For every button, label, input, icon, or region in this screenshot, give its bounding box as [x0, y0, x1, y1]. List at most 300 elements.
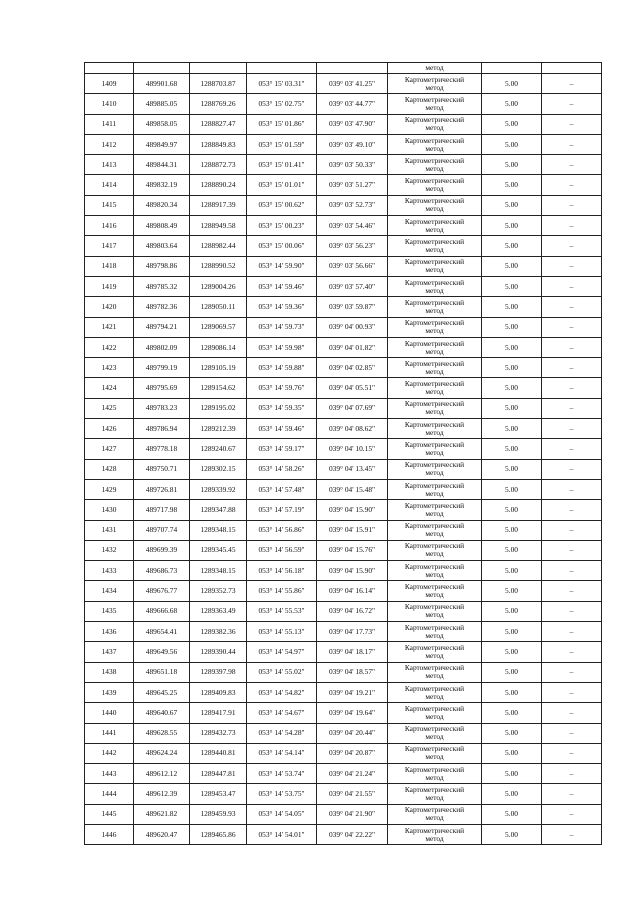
cell-y-coordinate: 1289382.36: [190, 622, 247, 642]
cell-y-coordinate: 1289348.15: [190, 520, 247, 540]
cell-method: [388, 540, 482, 560]
method-line-2: метод: [425, 691, 444, 701]
cell-x-coordinate: 489750.71: [134, 459, 190, 479]
method-line-1: Картометрический: [404, 257, 465, 267]
cell-x-coordinate: 489624.24: [134, 743, 190, 763]
cell-longitude: 039° 03' 50.33": [317, 155, 388, 175]
cell-y-coordinate: 1288949.58: [190, 216, 247, 236]
cell-description: –: [542, 743, 602, 763]
cell-latitude: 053° 15' 00.62": [247, 195, 317, 215]
method-line-1: Картометрический: [404, 460, 465, 470]
cell-method: [388, 561, 482, 581]
cell-description: –: [542, 723, 602, 743]
method-line-2: метод: [425, 387, 444, 397]
cell-y-coordinate: 1289352.73: [190, 581, 247, 601]
method-line-1: Картометрический: [404, 196, 465, 206]
cell-precision: 5.00: [482, 195, 542, 215]
cell-precision: 5.00: [482, 337, 542, 357]
cell-point-number: 1421: [85, 317, 134, 337]
method-line-2: метод: [425, 143, 444, 153]
cell-precision: 5.00: [482, 236, 542, 256]
method-line-2: метод: [425, 204, 444, 214]
cell-x-coordinate: 489849.97: [134, 134, 190, 154]
cell-y-coordinate: 1289212.39: [190, 419, 247, 439]
cell-description: –: [542, 662, 602, 682]
method-line-1: Картометрический: [404, 602, 465, 612]
table-row: [85, 764, 602, 784]
cell-precision: 5.00: [482, 703, 542, 723]
cell-latitude: 053° 14' 59.76": [247, 378, 317, 398]
cell-x-coordinate: 489901.68: [134, 74, 190, 94]
cell-method: [388, 114, 482, 134]
cell-precision: 5.00: [482, 398, 542, 418]
cell-method: [388, 520, 482, 540]
cell-longitude: 039° 04' 15.76": [317, 540, 388, 560]
cell-y-coordinate: 1288890.24: [190, 175, 247, 195]
cell-empty: [247, 63, 317, 74]
cell-longitude: 039° 03' 47.90": [317, 114, 388, 134]
cell-point-number: 1413: [85, 155, 134, 175]
method-line-2: метод: [425, 630, 444, 640]
cell-latitude: 053° 14' 56.18": [247, 561, 317, 581]
cell-x-coordinate: 489799.19: [134, 358, 190, 378]
cell-x-coordinate: 489885.05: [134, 94, 190, 114]
table-row: [85, 236, 602, 256]
method-line-1: Картометрический: [404, 764, 465, 774]
method-line-2: метод: [425, 224, 444, 234]
method-line-1: Картометрический: [404, 785, 465, 795]
table-row: [85, 581, 602, 601]
cell-method: [388, 317, 482, 337]
cell-y-coordinate: 1288849.83: [190, 134, 247, 154]
cell-y-coordinate: 1289339.92: [190, 479, 247, 499]
table-row-continued: [85, 63, 602, 74]
cell-description: –: [542, 297, 602, 317]
cell-description: –: [542, 622, 602, 642]
cell-point-number: 1433: [85, 561, 134, 581]
method-line-2: метод: [425, 711, 444, 721]
table-row: [85, 459, 602, 479]
table-row: [85, 500, 602, 520]
cell-latitude: 053° 15' 00.06": [247, 236, 317, 256]
cell-precision: 5.00: [482, 561, 542, 581]
cell-longitude: 039° 04' 02.85": [317, 358, 388, 378]
cell-precision: 5.00: [482, 175, 542, 195]
cell-description: –: [542, 540, 602, 560]
cell-point-number: 1445: [85, 804, 134, 824]
cell-precision: 5.00: [482, 601, 542, 621]
cell-precision: 5.00: [482, 804, 542, 824]
method-line-1: Картометрический: [404, 155, 465, 165]
table-row: [85, 276, 602, 296]
cell-empty: [85, 63, 134, 74]
cell-point-number: 1417: [85, 236, 134, 256]
cell-longitude: 039° 04' 18.57": [317, 662, 388, 682]
cell-description: –: [542, 216, 602, 236]
cell-method: [388, 134, 482, 154]
method-line-2: метод: [425, 793, 444, 803]
cell-y-coordinate: 1289440.81: [190, 743, 247, 763]
cell-latitude: 053° 14' 59.46": [247, 419, 317, 439]
method-line-1: Картометрический: [404, 642, 465, 652]
cell-x-coordinate: 489778.18: [134, 439, 190, 459]
table-row: [85, 479, 602, 499]
cell-longitude: 039° 04' 19.64": [317, 703, 388, 723]
cell-method: [388, 94, 482, 114]
cell-precision: 5.00: [482, 479, 542, 499]
cell-point-number: 1418: [85, 256, 134, 276]
method-line-1: Картометрический: [404, 176, 465, 186]
cell-x-coordinate: 489654.41: [134, 622, 190, 642]
cell-precision: 5.00: [482, 581, 542, 601]
cell-precision: 5.00: [482, 256, 542, 276]
cell-longitude: 039° 04' 07.69": [317, 398, 388, 418]
cell-description: –: [542, 398, 602, 418]
method-line-2: метод: [425, 326, 444, 336]
cell-method: [388, 419, 482, 439]
cell-y-coordinate: 1288872.73: [190, 155, 247, 175]
cell-description: –: [542, 134, 602, 154]
cell-description: –: [542, 824, 602, 844]
cell-latitude: 053° 14' 57.19": [247, 500, 317, 520]
cell-y-coordinate: 1288982.44: [190, 236, 247, 256]
cell-precision: 5.00: [482, 459, 542, 479]
method-line-1: Картометрический: [404, 541, 465, 551]
method-line-1: Картометрический: [404, 419, 465, 429]
cell-x-coordinate: 489858.05: [134, 114, 190, 134]
cell-x-coordinate: 489699.39: [134, 540, 190, 560]
cell-point-number: 1414: [85, 175, 134, 195]
method-line-1: Картометрический: [404, 500, 465, 510]
cell-x-coordinate: 489717.98: [134, 500, 190, 520]
table-row: [85, 134, 602, 154]
cell-precision: 5.00: [482, 419, 542, 439]
table-row: [85, 114, 602, 134]
cell-x-coordinate: 489786.94: [134, 419, 190, 439]
cell-y-coordinate: 1289345.45: [190, 540, 247, 560]
cell-x-coordinate: 489612.39: [134, 784, 190, 804]
cell-longitude: 039° 04' 21.90": [317, 804, 388, 824]
cell-latitude: 053° 14' 53.75": [247, 784, 317, 804]
method-line-2: метод: [425, 650, 444, 660]
table-row: [85, 743, 602, 763]
cell-precision: 5.00: [482, 216, 542, 236]
cell-x-coordinate: 489649.56: [134, 642, 190, 662]
cell-longitude: 039° 03' 57.40": [317, 276, 388, 296]
cell-point-number: 1424: [85, 378, 134, 398]
table-row: [85, 256, 602, 276]
cell-precision: 5.00: [482, 276, 542, 296]
cell-precision: 5.00: [482, 155, 542, 175]
table-row: [85, 358, 602, 378]
cell-precision: 5.00: [482, 114, 542, 134]
cell-longitude: 039° 03' 51.27": [317, 175, 388, 195]
method-line-1: Картометрический: [404, 521, 465, 531]
cell-precision: 5.00: [482, 824, 542, 844]
method-line-1: Картометрический: [404, 622, 465, 632]
cell-description: –: [542, 561, 602, 581]
cell-y-coordinate: 1289105.19: [190, 358, 247, 378]
cell-precision: 5.00: [482, 134, 542, 154]
table-row: [85, 337, 602, 357]
cell-latitude: 053° 14' 57.48": [247, 479, 317, 499]
method-line-1: Картометрический: [404, 703, 465, 713]
cell-method: [388, 723, 482, 743]
cell-y-coordinate: 1289417.91: [190, 703, 247, 723]
cell-description: –: [542, 276, 602, 296]
table-row: [85, 398, 602, 418]
table-row: [85, 520, 602, 540]
cell-method: [388, 358, 482, 378]
cell-method: [388, 195, 482, 215]
cell-description: –: [542, 317, 602, 337]
cell-point-number: 1425: [85, 398, 134, 418]
method-line-1: Картометрический: [404, 683, 465, 693]
cell-method: [388, 662, 482, 682]
cell-method: [388, 297, 482, 317]
cell-point-number: 1432: [85, 540, 134, 560]
cell-precision: 5.00: [482, 662, 542, 682]
cell-empty: [482, 63, 542, 74]
cell-x-coordinate: 489726.81: [134, 479, 190, 499]
method-line-2: метод: [425, 407, 444, 417]
cell-latitude: 053° 14' 56.59": [247, 540, 317, 560]
coordinates-table: [84, 62, 602, 845]
cell-latitude: 053° 14' 59.88": [247, 358, 317, 378]
cell-method: [388, 682, 482, 702]
cell-point-number: 1446: [85, 824, 134, 844]
method-line-1: Картометрический: [404, 379, 465, 389]
cell-point-number: 1429: [85, 479, 134, 499]
cell-point-number: 1441: [85, 723, 134, 743]
method-line-2: метод: [425, 82, 444, 92]
cell-latitude: 053° 14' 54.28": [247, 723, 317, 743]
cell-description: –: [542, 784, 602, 804]
cell-empty: [542, 63, 602, 74]
cell-description: –: [542, 195, 602, 215]
method-line-2: метод: [425, 508, 444, 518]
method-line-1: Картометрический: [404, 439, 465, 449]
cell-latitude: 053° 15' 00.23": [247, 216, 317, 236]
cell-point-number: 1410: [85, 94, 134, 114]
cell-latitude: 053° 14' 55.86": [247, 581, 317, 601]
cell-latitude: 053° 14' 53.74": [247, 764, 317, 784]
cell-precision: 5.00: [482, 317, 542, 337]
cell-description: –: [542, 500, 602, 520]
cell-precision: 5.00: [482, 439, 542, 459]
cell-y-coordinate: 1289390.44: [190, 642, 247, 662]
cell-precision: 5.00: [482, 500, 542, 520]
cell-point-number: 1415: [85, 195, 134, 215]
cell-precision: 5.00: [482, 642, 542, 662]
cell-point-number: 1420: [85, 297, 134, 317]
cell-description: –: [542, 256, 602, 276]
cell-longitude: 039° 04' 01.82": [317, 337, 388, 357]
cell-method: [388, 256, 482, 276]
cell-latitude: 053° 15' 01.41": [247, 155, 317, 175]
method-line-1: Картометрический: [404, 663, 465, 673]
cell-precision: 5.00: [482, 682, 542, 702]
cell-point-number: 1442: [85, 743, 134, 763]
method-line-2: метод: [425, 366, 444, 376]
method-line-2: метод: [425, 184, 444, 194]
cell-latitude: 053° 14' 59.98": [247, 337, 317, 357]
cell-description: –: [542, 804, 602, 824]
cell-y-coordinate: 1289050.11: [190, 297, 247, 317]
method-line-2: метод: [425, 265, 444, 275]
cell-longitude: 039° 04' 10.15": [317, 439, 388, 459]
method-line-1: Картометрический: [404, 480, 465, 490]
cell-y-coordinate: 1289432.73: [190, 723, 247, 743]
method-line-1: Картометрический: [404, 277, 465, 287]
cell-y-coordinate: 1289154.62: [190, 378, 247, 398]
cell-method: [388, 743, 482, 763]
cell-method: [388, 642, 482, 662]
cell-y-coordinate: 1289086.14: [190, 337, 247, 357]
cell-y-coordinate: 1289453.47: [190, 784, 247, 804]
cell-y-coordinate: 1289347.88: [190, 500, 247, 520]
cell-longitude: 039° 03' 59.87": [317, 297, 388, 317]
cell-method: [388, 398, 482, 418]
cell-y-coordinate: 1289004.26: [190, 276, 247, 296]
cell-x-coordinate: 489645.25: [134, 682, 190, 702]
cell-precision: 5.00: [482, 764, 542, 784]
cell-x-coordinate: 489620.47: [134, 824, 190, 844]
cell-point-number: 1440: [85, 703, 134, 723]
cell-description: –: [542, 236, 602, 256]
cell-point-number: 1444: [85, 784, 134, 804]
cell-x-coordinate: 489666.68: [134, 601, 190, 621]
cell-method: [388, 703, 482, 723]
cell-latitude: 053° 14' 55.02": [247, 662, 317, 682]
cell-point-number: 1431: [85, 520, 134, 540]
cell-point-number: 1426: [85, 419, 134, 439]
cell-y-coordinate: 1289447.81: [190, 764, 247, 784]
cell-x-coordinate: 489798.86: [134, 256, 190, 276]
table-row: [85, 297, 602, 317]
cell-description: –: [542, 642, 602, 662]
cell-x-coordinate: 489844.31: [134, 155, 190, 175]
cell-latitude: 053° 14' 54.97": [247, 642, 317, 662]
method-line-2: метод: [425, 468, 444, 478]
cell-method: [388, 581, 482, 601]
cell-longitude: 039° 03' 56.66": [317, 256, 388, 276]
cell-description: –: [542, 459, 602, 479]
cell-point-number: 1416: [85, 216, 134, 236]
method-line-2: метод: [425, 590, 444, 600]
cell-point-number: 1423: [85, 358, 134, 378]
cell-precision: 5.00: [482, 723, 542, 743]
cell-latitude: 053° 15' 03.31": [247, 74, 317, 94]
cell-x-coordinate: 489820.34: [134, 195, 190, 215]
table-row: [85, 317, 602, 337]
method-line-2: метод: [425, 305, 444, 315]
method-line-1: Картометрический: [404, 744, 465, 754]
cell-precision: 5.00: [482, 94, 542, 114]
cell-point-number: 1430: [85, 500, 134, 520]
cell-description: –: [542, 682, 602, 702]
cell-description: –: [542, 419, 602, 439]
cell-method: [388, 236, 482, 256]
cell-precision: 5.00: [482, 297, 542, 317]
cell-longitude: 039° 04' 15.90": [317, 561, 388, 581]
cell-description: –: [542, 114, 602, 134]
cell-method: [388, 378, 482, 398]
cell-description: –: [542, 520, 602, 540]
cell-x-coordinate: 489676.77: [134, 581, 190, 601]
method-line-2: метод: [425, 732, 444, 742]
method-line-2: метод: [425, 346, 444, 356]
cell-method: [388, 337, 482, 357]
cell-x-coordinate: 489785.32: [134, 276, 190, 296]
cell-description: –: [542, 337, 602, 357]
cell-method: [388, 155, 482, 175]
method-line-1: Картометрический: [404, 338, 465, 348]
cell-latitude: 053° 14' 54.14": [247, 743, 317, 763]
method-line-1: Картометрический: [404, 216, 465, 226]
cell-longitude: 039° 04' 16.14": [317, 581, 388, 601]
method-line-2: метод: [425, 549, 444, 559]
method-line-1: Картометрический: [404, 318, 465, 328]
table-row: [85, 561, 602, 581]
cell-y-coordinate: 1288769.26: [190, 94, 247, 114]
cell-latitude: 053° 15' 02.75": [247, 94, 317, 114]
cell-longitude: 039° 03' 56.23": [317, 236, 388, 256]
cell-longitude: 039° 04' 15.91": [317, 520, 388, 540]
method-line-2: метод: [425, 163, 444, 173]
method-line-1: Картометрический: [404, 94, 465, 104]
cell-y-coordinate: 1289195.02: [190, 398, 247, 418]
cell-point-number: 1435: [85, 601, 134, 621]
method-line-2: метод: [425, 772, 444, 782]
table-row: [85, 175, 602, 195]
cell-point-number: 1422: [85, 337, 134, 357]
cell-latitude: 053° 15' 01.86": [247, 114, 317, 134]
cell-method: [388, 622, 482, 642]
method-line-2: метод: [425, 529, 444, 539]
table-row: [85, 622, 602, 642]
cell-description: –: [542, 703, 602, 723]
method-line-2: метод: [425, 427, 444, 437]
cell-method: [388, 784, 482, 804]
cell-x-coordinate: 489808.49: [134, 216, 190, 236]
method-line-1: Картометрический: [404, 237, 465, 247]
cell-point-number: 1411: [85, 114, 134, 134]
method-line-2: метод: [425, 285, 444, 295]
method-line-1: Картометрический: [404, 582, 465, 592]
cell-y-coordinate: 1289302.15: [190, 459, 247, 479]
cell-longitude: 039° 03' 41.25": [317, 74, 388, 94]
cell-method: [388, 74, 482, 94]
cell-description: –: [542, 581, 602, 601]
table-body: [85, 63, 602, 845]
cell-x-coordinate: 489802.09: [134, 337, 190, 357]
cell-latitude: 053° 14' 54.01": [247, 824, 317, 844]
cell-method: [388, 804, 482, 824]
cell-empty: [317, 63, 388, 74]
cell-method: [388, 500, 482, 520]
cell-longitude: 039° 04' 15.48": [317, 479, 388, 499]
cell-x-coordinate: 489651.18: [134, 662, 190, 682]
cell-precision: 5.00: [482, 743, 542, 763]
cell-longitude: 039° 04' 20.44": [317, 723, 388, 743]
cell-latitude: 053° 14' 59.73": [247, 317, 317, 337]
cell-method: [388, 459, 482, 479]
cell-latitude: 053° 14' 54.67": [247, 703, 317, 723]
table-row: [85, 824, 602, 844]
method-line-2: метод: [425, 102, 444, 112]
cell-description: –: [542, 155, 602, 175]
